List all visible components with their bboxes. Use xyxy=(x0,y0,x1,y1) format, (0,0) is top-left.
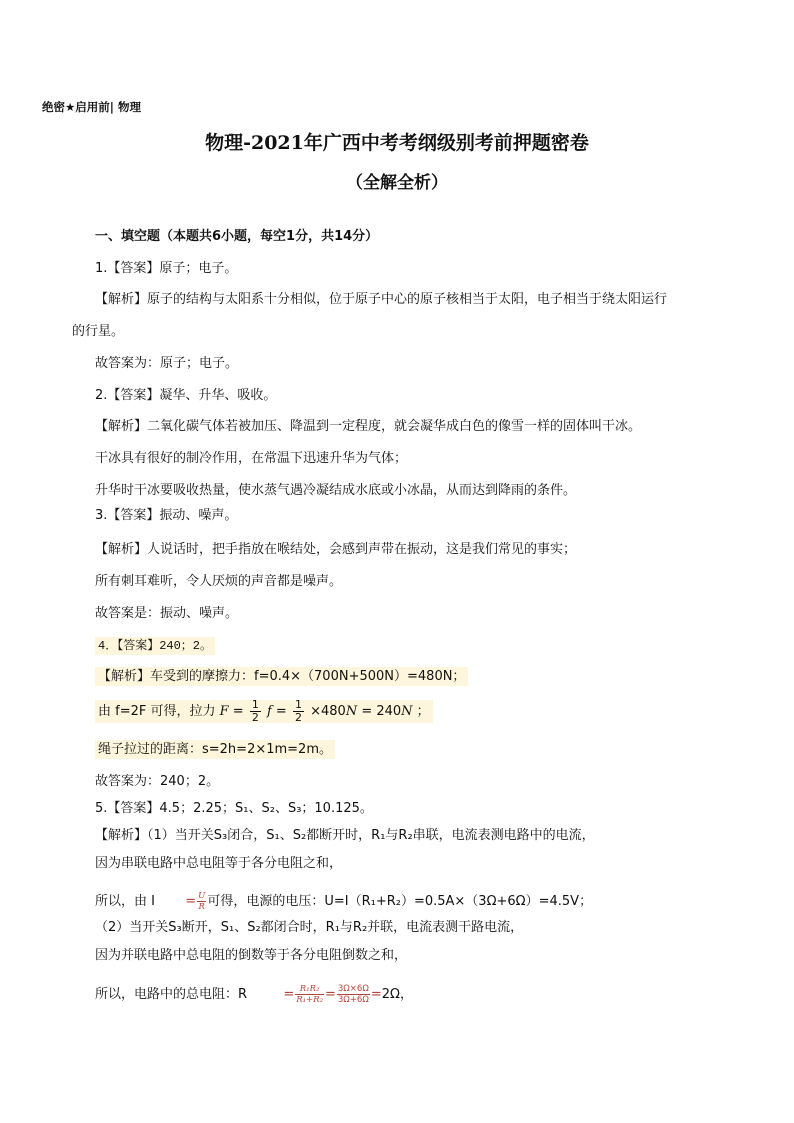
q5-frac-values: $\frac{3\Omega\times 6\Omega}{3\Omega+6\Omega}$ xyxy=(337,984,369,1005)
q4-formula-f: f xyxy=(266,704,272,719)
q4-answer xyxy=(95,637,215,655)
q4-formula-end: ； xyxy=(412,704,430,719)
q5-analysis-line5: 因为并联电路中总电阻的倒数等于各分电阻倒数之和， xyxy=(95,948,408,963)
q2-analysis-line1: 【解析】二氧化碳气体若被加压、降温到一定程度，就会凝华成白色的像雪一样的固体叫干冰。 xyxy=(95,419,642,434)
q5-analysis-line6: 所以，电路中的总电阻：R = $\frac{\text{R₁R₂}}{\text{R₁+R₂}}$ = $\frac{3\Omega\times 6\Omega}{3\Omega+6\Omega}$ =2Ω， xyxy=(95,984,413,1005)
q5-frac-r1r2: $\frac{\text{R₁R₂}}{\text{R₁+R₂}}$ xyxy=(296,984,323,1005)
q5-line6-prefix: 所以，电路中的总电阻：R xyxy=(95,987,248,1002)
q4-analysis-text3: 绳子拉过的距离：s=2h=2×1m=2m。 xyxy=(95,740,335,759)
q5-line6-suffix: 2Ω， xyxy=(381,987,413,1002)
q5-analysis-line4: （2）当开关S₃断开，S₁、S₂都闭合时，R₁与R₂并联，电流表测干路电流， xyxy=(95,920,524,935)
page-title: 物理-2021年广西中考考纲级别考前押题密卷 xyxy=(205,132,589,154)
section-heading: 一、填空题（本题共6小题，每空1分，共14分） xyxy=(95,229,379,244)
q4-formula-half-2: $\frac{1}{2}$ xyxy=(294,698,302,724)
q3-analysis-line1: 【解析】人说话时，把手指放在喉结处，会感到声带在振动，这是我们常见的事实； xyxy=(95,542,577,557)
q4-formula-unit2: N xyxy=(401,704,413,719)
q4-formula-line: 由 f=2F 可得，拉力 F = $\frac{1}{2}$ f = $\frac{1}{2}$ ×480N = 240N ； xyxy=(95,697,433,727)
q2-answer: 2.【答案】凝华、升华、吸收。 xyxy=(95,388,277,403)
q4-formula-unit1: N xyxy=(345,704,358,719)
q1-analysis-line1: 【解析】原子的结构与太阳系十分相似，位于原子中心的原子核相当于太阳，电子相当于绕太阳运行 xyxy=(95,292,668,307)
q1-analysis-line2: 的行星。 xyxy=(72,324,125,339)
q4-formula-prefix: 由 f=2F 可得，拉力 xyxy=(98,704,216,719)
page-subtitle: （全解全析） xyxy=(346,173,448,193)
q4-analysis-line1 xyxy=(95,668,468,686)
q1-conclusion: 故答案为：原子；电子。 xyxy=(95,356,239,371)
q3-conclusion: 故答案是：振动、噪声。 xyxy=(95,606,239,621)
q4-formula-half-1: $\frac{1}{2}$ xyxy=(251,698,259,724)
q4-conclusion: 故答案为：240；2。 xyxy=(95,774,220,789)
q3-answer: 3.【答案】振动、噪声。 xyxy=(95,508,238,523)
q3-analysis-line2: 所有刺耳难听，令人厌烦的声音都是噪声。 xyxy=(95,574,343,589)
q4-analysis-text1: 【解析】车受到的摩擦力：f=0.4×（700N+500N）=480N； xyxy=(95,667,468,686)
q5-line3-prefix: 所以，由 I xyxy=(95,894,155,909)
q4-analysis-line3 xyxy=(95,741,335,759)
q5-line3-suffix: 可得，电源的电压：U=I（R₁+R₂）=0.5A×（3Ω+6Ω）=4.5V； xyxy=(207,894,593,909)
q4-formula-result: = 240 xyxy=(357,704,402,719)
q4-formula-tail: ×480 xyxy=(310,704,346,719)
q5-analysis-line2: 因为串联电路中总电阻等于各分电阻之和， xyxy=(95,856,343,871)
q1-answer: 1.【答案】原子；电子。 xyxy=(95,261,238,276)
q5-frac-u-over-r: $\frac{U}{R}$ xyxy=(198,891,206,912)
q4-answer-text: 4．【答案】240；2。 xyxy=(95,637,215,655)
q5-analysis-line1: 【解析】（1）当开关S₃闭合，S₁、S₂都断开时，R₁与R₂串联，电流表测电路中的电流， xyxy=(95,828,595,843)
q5-answer: 5.【答案】4.5；2.25；S₁、S₂、S₃；10.125。 xyxy=(95,801,373,816)
q2-analysis-line2: 干冰具有很好的制冷作用，在常温下迅速升华为气体； xyxy=(95,451,408,466)
q4-formula-F: F xyxy=(219,704,229,719)
q5-analysis-line3: 所以，由 I = $\frac{U}{R}$ 可得，电源的电压：U=I（R₁+R₂）=0.5A×（3Ω+6Ω）=4.5V； xyxy=(95,891,593,912)
header-tag: 绝密★启用前| 物理 xyxy=(42,100,142,114)
q2-analysis-line3: 升华时干冰要吸收热量，使水蒸气遇冷凝结成水底或小冰晶，从而达到降雨的条件。 xyxy=(95,483,577,498)
